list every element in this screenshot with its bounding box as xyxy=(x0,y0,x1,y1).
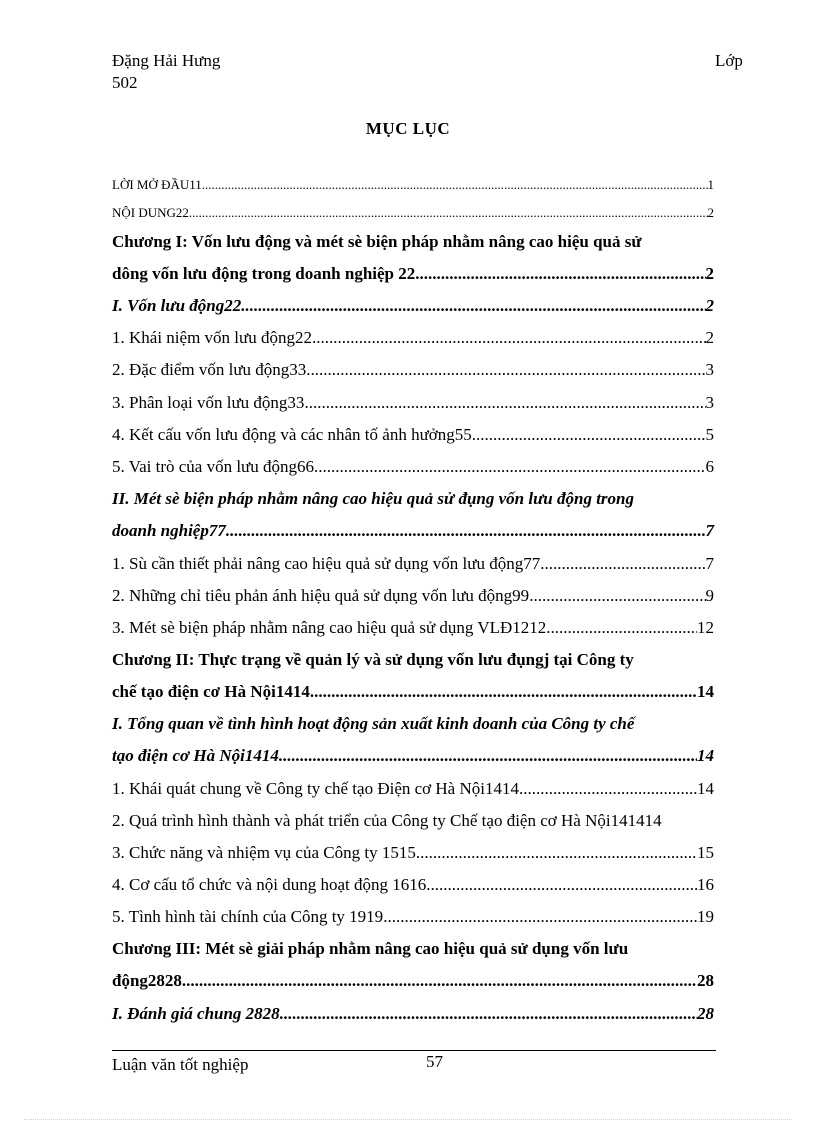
toc-entry xyxy=(112,971,714,991)
toc-entry xyxy=(112,1004,714,1024)
toc-page: 28 xyxy=(697,971,714,990)
toc-page: 3 xyxy=(705,393,714,412)
toc-leader xyxy=(310,682,697,702)
toc-entry xyxy=(112,328,714,348)
toc-entry-text: 1. Khái quát chung về Công ty chế tạo Điện cơ Hà Nội1414 xyxy=(112,779,519,798)
toc-entry xyxy=(112,875,714,895)
toc-leader xyxy=(540,554,705,574)
toc-leader xyxy=(312,328,706,348)
toc-entry-text: doanh nghiệp77 xyxy=(112,521,226,540)
toc-leader xyxy=(189,205,708,221)
toc-leader xyxy=(519,779,697,799)
toc-leader xyxy=(304,393,705,413)
toc-leader xyxy=(416,843,697,863)
toc-entry-text: 5. Tình hình tài chính của Công ty 1919 xyxy=(112,907,384,926)
toc-leader xyxy=(546,618,697,638)
toc-entry xyxy=(112,586,714,606)
toc-entry-text: 1. Sù cần thiết phải nâng cao hiệu quả sử dụng vốn lưu động77 xyxy=(112,554,541,573)
toc-entry-line1: Chương II: Thực trạng về quản lý và sử dụng vốn lưu đụngj tại Công ty xyxy=(112,650,634,669)
toc-entry xyxy=(112,425,714,445)
toc-leader xyxy=(415,264,705,284)
toc-leader xyxy=(306,360,705,380)
toc-entry xyxy=(112,521,714,541)
toc-leader xyxy=(314,457,705,477)
toc-leader xyxy=(279,746,697,766)
toc-entry-line1: Chương III: Mét sè giải pháp nhằm nâng cao hiệu quả sử dụng vốn lưu xyxy=(112,939,629,958)
toc-leader xyxy=(383,907,697,927)
toc-page: 3 xyxy=(705,360,714,379)
toc-page: 14 xyxy=(697,682,714,701)
toc-entry xyxy=(112,296,714,316)
toc-leader xyxy=(182,971,697,991)
toc-entry-text: chế tạo điện cơ Hà Nội1414 xyxy=(112,682,310,701)
toc-entry-text: 1. Khái niệm vốn lưu động22 xyxy=(112,328,312,347)
toc-entry-text: 4. Cơ cấu tổ chức và nội dung hoạt động 1616 xyxy=(112,875,427,894)
toc-page: 19 xyxy=(697,907,714,926)
toc-entry-text: NỘI DUNG22 xyxy=(112,205,189,220)
toc-entry xyxy=(112,907,714,927)
toc-entry xyxy=(112,205,714,221)
toc-entry-text: LỜI MỞ ĐẦU11 xyxy=(112,177,202,192)
footer-rule xyxy=(112,1050,716,1051)
toc-leader xyxy=(226,521,706,541)
toc-page: 7 xyxy=(705,554,714,573)
toc-page: 2 xyxy=(705,296,714,315)
toc-entry xyxy=(112,746,714,766)
toc-page: 6 xyxy=(705,457,714,476)
toc-page: 16 xyxy=(697,875,714,894)
toc-entry-text: 2. Những chỉ tiêu phản ánh hiệu quả sử dụng vốn lưu động99 xyxy=(112,586,530,605)
toc-leader xyxy=(202,177,708,193)
toc-page: 15 xyxy=(697,843,714,862)
toc-entry: 2. Quá trình hình thành và phát triển của Công ty Chế tạo điện cơ Hà Nội141414 xyxy=(112,811,662,830)
toc-entry-text: 5. Vai trò của vốn lưu động66 xyxy=(112,457,315,476)
header-class-label: Lớp xyxy=(715,51,743,70)
toc-entry-text: 3. Phân loại vốn lưu động33 xyxy=(112,393,305,412)
toc-page: 14 xyxy=(697,779,714,798)
toc-leader xyxy=(280,1004,697,1024)
header-class-number: 502 xyxy=(112,73,138,92)
page-title: MỤC LỤC xyxy=(365,119,451,138)
toc-entry xyxy=(112,618,714,638)
toc-entry-text: 3. Mét sè biện pháp nhằm nâng cao hiệu quả sử dụng VLĐ1212 xyxy=(112,618,547,637)
toc-page: 2 xyxy=(705,264,714,283)
toc-leader xyxy=(472,425,706,445)
toc-entry-text: động2828 xyxy=(112,971,182,990)
toc-page: 1 xyxy=(707,177,714,192)
toc-page: 7 xyxy=(705,521,714,540)
toc-entry xyxy=(112,264,714,284)
toc-page: 2 xyxy=(705,328,714,347)
toc-entry-line1: II. Mét sè biện pháp nhằm nâng cao hiệu quả sử đụng vốn lưu động trong xyxy=(112,489,634,508)
toc-entry-line1: Chương I: Vốn lưu động và mét sè biện pháp nhằm nâng cao hiệu quả sử xyxy=(112,232,642,251)
toc-entry-text: dông vốn lưu động trong doanh nghiệp 22 xyxy=(112,264,416,283)
toc-entry xyxy=(112,360,714,380)
footer-left-text: Luận văn tốt nghiệp xyxy=(112,1055,249,1074)
toc-entry xyxy=(112,393,714,413)
toc-entry xyxy=(112,682,714,702)
toc-entry-text: I. Vốn lưu động22 xyxy=(112,296,242,315)
toc-page: 5 xyxy=(705,425,714,444)
toc-entry-text: 2. Đặc điểm vốn lưu động33 xyxy=(112,360,307,379)
toc-page: 12 xyxy=(697,618,714,637)
toc-leader xyxy=(241,296,705,316)
toc-entry xyxy=(112,779,714,799)
toc-leader xyxy=(529,586,705,606)
toc-leader xyxy=(426,875,697,895)
footer-page-number: 57 xyxy=(426,1052,443,1071)
toc-entry xyxy=(112,457,714,477)
toc-entry-text: tạo điện cơ Hà Nội1414 xyxy=(112,746,279,765)
toc-entry-text: 3. Chức năng và nhiệm vụ của Công ty 1515 xyxy=(112,843,416,862)
toc-entry-text: 4. Kết cấu vốn lưu động và các nhân tố ảnh hưởng55 xyxy=(112,425,472,444)
toc-page: 14 xyxy=(697,746,714,765)
toc-entry-line1: I. Tổng quan về tình hình hoạt động sản xuất kinh doanh của Công ty chế xyxy=(112,714,635,733)
toc-page: 28 xyxy=(697,1004,714,1023)
toc-entry xyxy=(112,177,714,193)
page-edge-line xyxy=(24,1119,792,1120)
toc-entry-text: I. Đánh giá chung 2828 xyxy=(112,1004,280,1023)
toc-entry xyxy=(112,554,714,574)
toc-page: 2 xyxy=(707,205,714,220)
header-author: Đặng Hải Hưng xyxy=(112,51,221,70)
toc-entry xyxy=(112,843,714,863)
toc-page: 9 xyxy=(705,586,714,605)
